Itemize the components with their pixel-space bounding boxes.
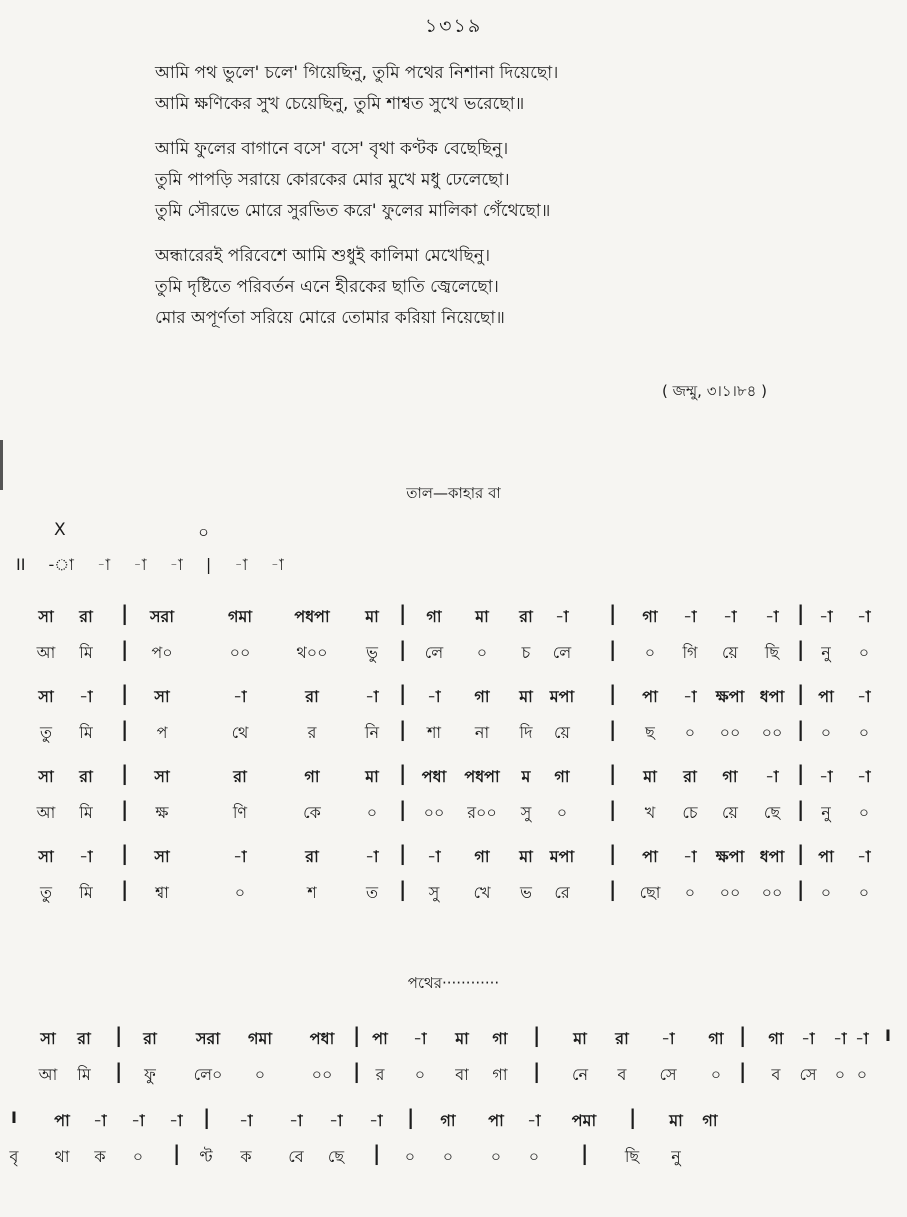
lyric-cell: ভু — [366, 643, 378, 662]
sargam-row — [0, 838, 907, 874]
lyric-cell: ছি — [764, 643, 780, 662]
bar-line: | — [399, 601, 407, 625]
lyric-cell: য়ে — [722, 643, 738, 662]
bar-line: | — [533, 1023, 541, 1047]
swara-cell: পধপা — [464, 767, 500, 786]
swara-cell: -া — [365, 687, 379, 706]
lyric-cell: ফু — [144, 1065, 156, 1084]
stanza-3 — [155, 241, 795, 334]
lyric-cell: ০ — [366, 803, 378, 822]
bar-line: | — [797, 637, 805, 661]
swara-cell: পধা — [421, 767, 447, 786]
swara-cell: গমা — [227, 607, 252, 626]
bar-line: | — [121, 761, 129, 785]
poem-line: আমি ফুলের বাগানে বসে' বসে' বৃথা কণ্টক বেছেছিনু। — [155, 139, 509, 159]
lyric-cell: আ — [36, 643, 56, 662]
bar-line: | — [609, 717, 617, 741]
swara-cell: গা — [426, 607, 442, 626]
lyric-cell: দি — [519, 723, 533, 742]
lyric-cell: ণ্ট — [199, 1147, 213, 1166]
swara-cell: পা — [642, 847, 658, 866]
swara-cell: গা — [474, 847, 490, 866]
lyric-row — [0, 634, 907, 670]
bar-line: | — [399, 877, 407, 901]
lyric-cell: চ — [521, 643, 531, 662]
lyric-cell: ০ — [644, 643, 656, 662]
tala-mark-khali: ০ — [198, 523, 210, 543]
swara-cell: মা — [365, 607, 379, 626]
bar-line: | — [115, 1023, 123, 1047]
lyric-cell: র — [375, 1065, 385, 1084]
lyric-cell: ০০ — [719, 883, 741, 902]
bar-line: | — [121, 797, 129, 821]
swara-cell: মা — [519, 687, 533, 706]
swara-cell: গা — [722, 767, 738, 786]
swara-cell: -া — [427, 687, 441, 706]
swara-cell: সা — [154, 847, 170, 866]
swara-cell: -া — [683, 847, 697, 866]
lyric-cell: রে — [554, 883, 570, 902]
swara-cell: সা — [40, 1029, 56, 1048]
poem-line: মোর অপূর্ণতা সরিয়ে মোরে তোমার করিয়া নিয়েছো॥ — [155, 308, 505, 328]
swara-cell: গা — [492, 1029, 508, 1048]
swara-cell: রা — [305, 687, 319, 706]
swara-cell: -া — [555, 607, 569, 626]
bar-line: | — [121, 841, 129, 865]
tala-heading: তাল—কাহার বা — [406, 484, 501, 502]
lyric-cell: আ — [38, 1065, 58, 1084]
lyric-cell: ০ — [684, 723, 696, 742]
bar-line: | — [581, 1141, 589, 1165]
lyric-cell: ০ — [556, 803, 568, 822]
lyric-cell: সু — [428, 883, 440, 902]
lyric-cell: প০ — [151, 643, 173, 662]
bar-line: | — [121, 681, 129, 705]
swara-cell: সরা — [149, 607, 174, 626]
swara-cell: রা — [519, 607, 533, 626]
swara-cell: -া — [765, 767, 779, 786]
swara-cell: গা — [642, 607, 658, 626]
lyric-cell: র০০ — [467, 803, 497, 822]
swara-cell: গা — [768, 1029, 784, 1048]
swara-cell: -া — [819, 767, 833, 786]
bar-line: | — [121, 717, 129, 741]
bar-line: | — [609, 841, 617, 865]
swara-cell: পা — [818, 687, 834, 706]
poem-line: আমি পথ ভুলে' চলে' গিয়েছিনু, তুমি পথের নিশানা দিয়েছো। — [155, 63, 559, 83]
lyric-cell: ০০ — [761, 723, 783, 742]
swara-cell: -া — [857, 687, 871, 706]
swara-cell: পা — [818, 847, 834, 866]
swara-cell: -া — [857, 847, 871, 866]
intro-start-mark: II — [16, 555, 26, 574]
lyric-cell: ক — [240, 1147, 252, 1166]
lyric-cell: বে — [288, 1147, 304, 1166]
lyric-cell: ০ — [414, 1065, 426, 1084]
swara-cell: রা — [615, 1029, 629, 1048]
lyric-cell: ০০ — [719, 723, 741, 742]
poem-line: আমি ক্ষণিকের সুখ চেয়েছিনু, তুমি শাশ্বত সুখে ভরেছো॥ — [155, 94, 525, 114]
lyric-cell: য়ে — [554, 723, 570, 742]
bar-line: | — [629, 1105, 637, 1129]
lyric-cell: ০০ — [761, 883, 783, 902]
lyric-row — [0, 874, 907, 910]
lyric-row — [0, 1138, 907, 1174]
lyric-cell: মি — [77, 1065, 91, 1084]
bar-line: | — [203, 1105, 211, 1129]
lyric-cell: নে — [571, 1065, 589, 1084]
lyric-cell: ০ — [710, 1065, 722, 1084]
swara-cell: -া — [427, 847, 441, 866]
swara-cell: রা — [79, 607, 93, 626]
lyric-cell: বৃ — [9, 1147, 19, 1166]
lyric-cell: ক — [94, 1147, 106, 1166]
swara-cell: পা — [488, 1111, 504, 1130]
swara-cell: মা — [455, 1029, 469, 1048]
bar-line: | — [609, 601, 617, 625]
lyric-cell: মি — [79, 883, 93, 902]
lyric-cell: ০ — [858, 643, 870, 662]
swara-cell: ম — [521, 767, 531, 786]
date-reference: ( জম্মু, ৩।১।৮৪ ) — [661, 382, 767, 400]
lyric-cell: থ০০ — [296, 643, 328, 662]
bar-line: | — [797, 877, 805, 901]
poem-line: তুমি দৃষ্টিতে পরিবর্তন এনে হীরকের ছাতি জ্বেলেছো। — [155, 277, 499, 297]
swara-cell: গা — [474, 687, 490, 706]
swara-cell: মা — [573, 1029, 587, 1048]
lyric-cell: ছে — [763, 803, 781, 822]
lyric-cell: ০ — [820, 883, 832, 902]
swara-cell: -া — [413, 1029, 427, 1048]
swara-cell: সা — [154, 687, 170, 706]
swara-cell: মপা — [549, 687, 575, 706]
intro-note: -া — [234, 555, 248, 574]
lyric-cell: মি — [79, 803, 93, 822]
swara-cell: পা — [372, 1029, 388, 1048]
poem-line: তুমি সৌরভে মোরে সুরভিত করে' ফুলের মালিকা গেঁথেছো॥ — [155, 201, 551, 221]
page-number: ১৩১৯ — [424, 15, 483, 37]
bar-line: | — [353, 1059, 361, 1083]
lyric-cell: তু — [39, 883, 52, 902]
swara-cell: গমা — [247, 1029, 272, 1048]
swara-cell: -া — [855, 1029, 869, 1048]
lyric-cell: সে — [799, 1065, 817, 1084]
swara-cell: -া — [289, 1111, 303, 1130]
intro-note: -া — [169, 555, 183, 574]
swara-cell: -া — [131, 1111, 145, 1130]
swara-cell: সা — [38, 847, 54, 866]
bar-line: | — [407, 1105, 415, 1129]
swara-cell: সরা — [195, 1029, 220, 1048]
bar-line: | — [609, 637, 617, 661]
lyric-cell: ০ — [234, 883, 246, 902]
swara-cell: পা — [642, 687, 658, 706]
lyric-cell: ০ — [404, 1147, 416, 1166]
continuation-cue: পথের············ — [407, 974, 500, 992]
swara-cell: -া — [765, 607, 779, 626]
swara-cell: পধা — [309, 1029, 335, 1048]
bar-line: | — [739, 1059, 747, 1083]
swara-cell: -া — [833, 1029, 847, 1048]
lyric-cell: শ্বা — [155, 883, 169, 902]
swara-cell: মা — [669, 1111, 683, 1130]
lyric-cell: লে০ — [193, 1065, 223, 1084]
poem-line: তুমি পাপড়ি সরায়ে কোরকের মোর মুখে মধু ঢেলেছো। — [155, 170, 510, 190]
sargam-row — [0, 598, 907, 634]
bar-line: | — [797, 761, 805, 785]
lyric-cell: ০ — [442, 1147, 454, 1166]
lyric-cell: নি — [364, 723, 380, 742]
swara-cell: সা — [38, 767, 54, 786]
lyric-cell: ০ — [254, 1065, 266, 1084]
lyric-cell: বা — [455, 1065, 469, 1084]
lyric-cell: থে — [231, 723, 249, 742]
swara-cell: রা — [143, 1029, 157, 1048]
swara-cell: I — [885, 1026, 891, 1045]
lyric-cell: ০ — [476, 643, 488, 662]
swara-cell: -া — [233, 847, 247, 866]
lyric-cell: ০ — [820, 723, 832, 742]
intro-line — [16, 552, 302, 579]
swara-cell: ধপা — [759, 847, 785, 866]
swara-cell: মা — [519, 847, 533, 866]
lyric-cell: মি — [79, 643, 93, 662]
lyric-cell: ছো — [639, 883, 661, 902]
lyric-cell: আ — [36, 803, 56, 822]
lyric-cell: প — [156, 723, 168, 742]
intro-note: -া — [133, 555, 147, 574]
lyric-cell: তু — [39, 723, 52, 742]
bar-line: | — [797, 681, 805, 705]
swara-cell: মপা — [549, 847, 575, 866]
poem — [155, 58, 795, 348]
lyric-cell: না — [474, 723, 490, 742]
lyric-row — [0, 1056, 907, 1092]
swara-cell: রা — [683, 767, 697, 786]
bar-line: | — [533, 1059, 541, 1083]
lyric-cell: গি — [682, 643, 698, 662]
bar-line: | — [399, 717, 407, 741]
swara-cell: -া — [93, 1111, 107, 1130]
bar-line: | — [609, 797, 617, 821]
lyric-cell: ব — [617, 1065, 627, 1084]
lyric-cell: ০ — [528, 1147, 540, 1166]
lyric-cell: নু — [821, 643, 831, 662]
swara-cell: -া — [527, 1111, 541, 1130]
bar-line: | — [797, 601, 805, 625]
lyric-cell: ০ — [490, 1147, 502, 1166]
lyric-cell: ছ — [645, 723, 655, 742]
swara-cell: পধপা — [294, 607, 330, 626]
swara-cell: পমা — [571, 1111, 597, 1130]
bar-line: | — [399, 681, 407, 705]
stanza-2 — [155, 134, 795, 227]
swara-cell: পা — [54, 1111, 70, 1130]
bar-line: | — [121, 637, 129, 661]
lyric-cell: লে — [552, 643, 572, 662]
lyric-cell: থা — [54, 1147, 70, 1166]
lyric-cell: ভ — [520, 883, 532, 902]
lyric-cell: ০ — [858, 723, 870, 742]
swara-cell: গা — [708, 1029, 724, 1048]
lyric-cell: ০ — [858, 803, 870, 822]
lyric-row — [0, 714, 907, 750]
swara-cell: মা — [365, 767, 379, 786]
bar-line: | — [121, 877, 129, 901]
swara-cell: রা — [79, 767, 93, 786]
lyric-cell: গা — [492, 1065, 508, 1084]
swara-cell: সা — [38, 687, 54, 706]
sargam-row — [0, 1020, 907, 1056]
intro-bar: | — [205, 555, 212, 574]
lyric-cell: ০ — [858, 883, 870, 902]
lyric-cell: নু — [671, 1147, 681, 1166]
notation-block-2 — [0, 1020, 907, 1174]
bar-line: | — [797, 717, 805, 741]
lyric-cell: মি — [79, 723, 93, 742]
lyric-cell: কে — [303, 803, 321, 822]
sargam-row — [0, 1102, 907, 1138]
bar-line: | — [353, 1023, 361, 1047]
lyric-cell: খ — [644, 803, 656, 822]
swara-cell: -া — [239, 1111, 253, 1130]
bar-line: | — [173, 1141, 181, 1165]
stanza-1 — [155, 58, 795, 120]
bar-line: | — [399, 637, 407, 661]
bar-line: | — [797, 797, 805, 821]
lyric-cell: সে — [659, 1065, 677, 1084]
swara-cell: গা — [554, 767, 570, 786]
intro-note: -া — [97, 555, 111, 574]
lyric-cell: শা — [426, 723, 442, 742]
lyric-cell: নু — [821, 803, 831, 822]
lyric-cell: ০ — [856, 1065, 868, 1084]
tala-mark-x: X — [54, 520, 66, 540]
swara-cell: -া — [233, 687, 247, 706]
bar-line: | — [399, 841, 407, 865]
lyric-cell: ছে — [327, 1147, 345, 1166]
swara-cell: -া — [723, 607, 737, 626]
swara-cell: -া — [857, 767, 871, 786]
lyric-cell: র — [307, 723, 317, 742]
bar-line: | — [797, 841, 805, 865]
swara-cell: -া — [169, 1111, 183, 1130]
lyric-cell: ০০ — [229, 643, 251, 662]
swara-cell: ধপা — [759, 687, 785, 706]
bar-line: | — [115, 1059, 123, 1083]
swara-cell: -া — [801, 1029, 815, 1048]
bar-line: | — [121, 601, 129, 625]
lyric-cell: চে — [682, 803, 698, 822]
lyric-cell: ব — [771, 1065, 781, 1084]
lyric-cell: ০০ — [311, 1065, 333, 1084]
swara-cell: গা — [702, 1111, 718, 1130]
sargam-row — [0, 758, 907, 794]
lyric-cell: ০০ — [423, 803, 445, 822]
lyric-row — [0, 794, 907, 830]
swara-cell: ক্ষপা — [715, 847, 745, 866]
lyric-cell: খে — [473, 883, 491, 902]
lyric-cell: ক্ষ — [155, 803, 169, 822]
lyric-cell: লে — [424, 643, 444, 662]
swara-cell: রা — [233, 767, 247, 786]
lyric-cell: য়ে — [722, 803, 738, 822]
intro-note: -া — [270, 555, 284, 574]
bar-line: | — [373, 1141, 381, 1165]
poem-line: অন্ধারেরই পরিবেশে আমি শুধুই কালিমা মেখেছিনু। — [155, 246, 491, 266]
bar-line: | — [609, 761, 617, 785]
swara-cell: -া — [365, 847, 379, 866]
swara-cell: I — [11, 1108, 17, 1127]
lyric-cell: ০ — [684, 883, 696, 902]
lyric-cell: ণি — [232, 803, 248, 822]
swara-cell: রা — [77, 1029, 91, 1048]
lyric-cell: ০ — [132, 1147, 144, 1166]
swara-cell: সা — [38, 607, 54, 626]
sargam-row — [0, 678, 907, 714]
notation-block-1 — [0, 598, 907, 910]
swara-cell: মা — [475, 607, 489, 626]
lyric-cell: শ — [307, 883, 317, 902]
swara-cell: -া — [79, 687, 93, 706]
lyric-cell: সু — [520, 803, 532, 822]
bar-line: | — [609, 877, 617, 901]
swara-cell: -া — [329, 1111, 343, 1130]
lyric-cell: ত — [365, 883, 378, 902]
swara-cell: ক্ষপা — [715, 687, 745, 706]
swara-cell: -া — [79, 847, 93, 866]
swara-cell: -া — [819, 607, 833, 626]
swara-cell: রা — [305, 847, 319, 866]
bar-line: | — [609, 681, 617, 705]
swara-cell: -া — [683, 687, 697, 706]
swara-cell: মা — [643, 767, 657, 786]
lyric-cell: ০ — [834, 1065, 846, 1084]
swara-cell: সা — [154, 767, 170, 786]
bar-line: | — [399, 797, 407, 821]
bar-line: | — [739, 1023, 747, 1047]
swara-cell: -া — [857, 607, 871, 626]
lyric-cell: ছি — [624, 1147, 640, 1166]
swara-cell: -া — [683, 607, 697, 626]
bar-line: | — [399, 761, 407, 785]
swara-cell: গা — [304, 767, 320, 786]
intro-note: -া — [48, 555, 74, 574]
swara-cell: -া — [661, 1029, 675, 1048]
swara-cell: -া — [369, 1111, 383, 1130]
swara-cell: গা — [440, 1111, 456, 1130]
